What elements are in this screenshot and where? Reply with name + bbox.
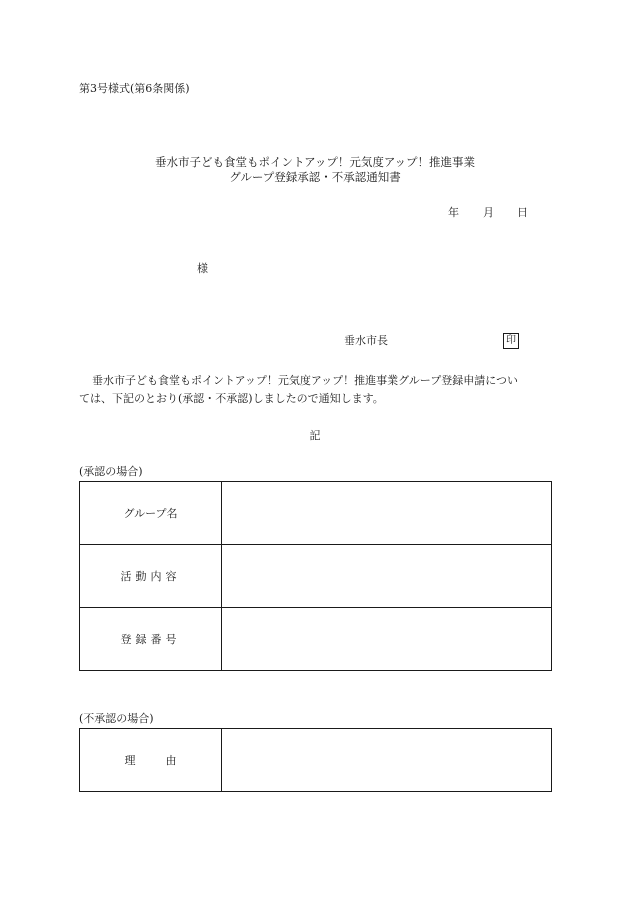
date-year: 年 <box>448 206 459 219</box>
registration-number-label-text: 登録番号 <box>120 633 181 646</box>
addressee-suffix: 様 <box>197 262 208 275</box>
activity-label <box>80 545 222 608</box>
registration-number-field[interactable] <box>222 608 552 671</box>
date-month: 月 <box>483 206 494 219</box>
body-line-1: 垂水市子ども食堂もポイントアップ！元気度アップ！推進事業グループ登録申請につい <box>92 374 519 387</box>
table-row <box>80 729 552 792</box>
approval-table <box>79 481 552 671</box>
table-row <box>80 608 552 671</box>
group-name-label <box>80 482 222 545</box>
disapproval-heading: (不承認の場合) <box>79 712 154 725</box>
reason-field[interactable] <box>222 729 552 792</box>
issuer: 垂水市長 <box>344 334 388 347</box>
disapproval-table <box>79 728 552 792</box>
seal-mark: 印 <box>503 333 519 349</box>
ki-heading: 記 <box>309 429 321 442</box>
table-row <box>80 545 552 608</box>
group-name-field[interactable] <box>222 482 552 545</box>
title-line-2: グループ登録承認・不承認通知書 <box>229 170 401 184</box>
form-number: 第3号様式(第6条関係) <box>79 82 190 95</box>
approval-heading: (承認の場合) <box>79 465 143 478</box>
body-line-2: ては、下記のとおり(承認・不承認)しましたので通知します。 <box>79 392 384 405</box>
activity-label-text: 活動内容 <box>120 570 181 583</box>
reason-label <box>80 729 222 792</box>
activity-field[interactable] <box>222 545 552 608</box>
registration-number-label <box>80 608 222 671</box>
date-day: 日 <box>517 206 528 219</box>
title-line-1: 垂水市子ども食堂もポイントアップ！元気度アップ！推進事業 <box>154 155 476 169</box>
table-row <box>80 482 552 545</box>
reason-label-text: 理由 <box>124 754 207 767</box>
group-name-label-text: グループ名 <box>123 507 178 520</box>
